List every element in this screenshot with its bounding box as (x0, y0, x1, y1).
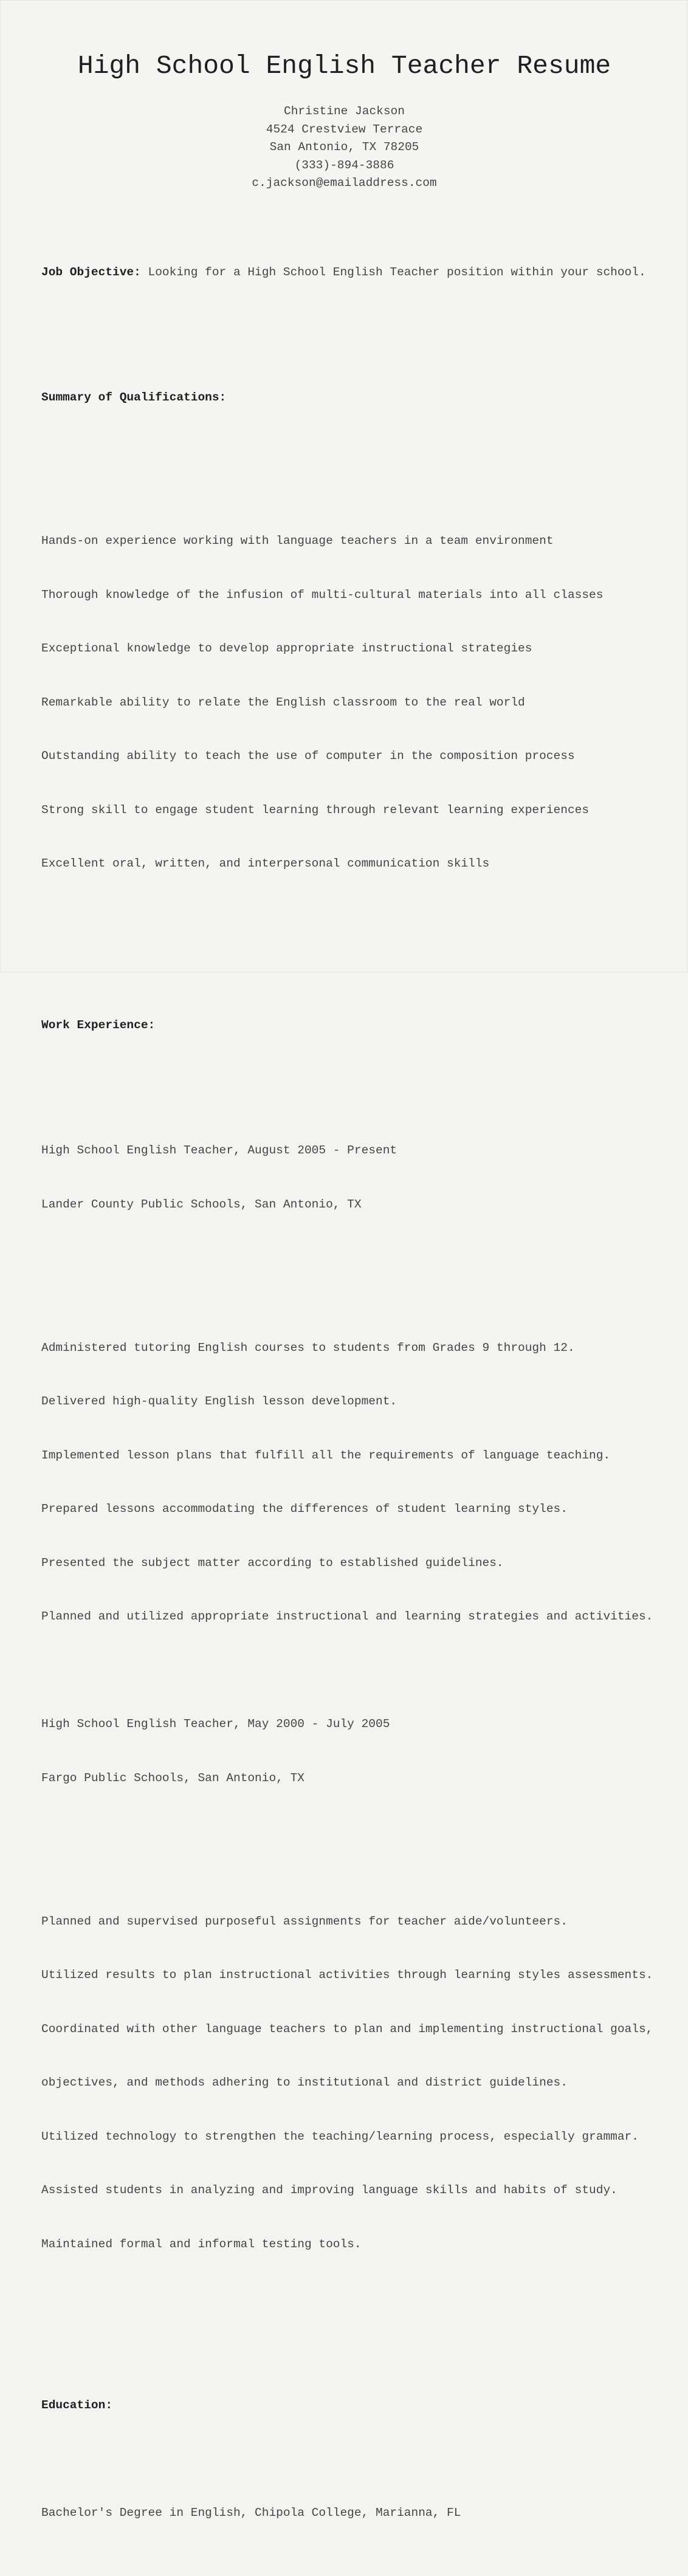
job-duty: Utilized technology to strengthen the teaching/learning process, especially grammar. (41, 2129, 639, 2143)
job-duty: Utilized results to plan instructional activities through learning styles assessments. (41, 1968, 653, 1982)
job-duty: Assisted students in analyzing and improving language skills and habits of study. (41, 2183, 617, 2197)
job-duty: Presented the subject matter according to established guidelines. (41, 1556, 504, 1570)
work-experience-heading: Work Experience: (41, 1018, 156, 1032)
job-objective-text: Looking for a High School English Teacher position within your school. (140, 265, 646, 279)
job-duty: Planned and supervised purposeful assignments for teacher aide/volunteers. (41, 1914, 568, 1928)
education-degree: Bachelor's Degree in English, Chipola College, Marianna, FL (41, 2506, 461, 2519)
job-duty: objectives, and methods adhering to institutional and district guidelines. (41, 2076, 568, 2089)
qualifications-heading: Summary of Qualifications: (41, 391, 227, 404)
qualification-item: Outstanding ability to teach the use of computer in the composition process (41, 749, 575, 763)
job-objective (41, 264, 673, 282)
job-duty: Implemented lesson plans that fulfill all the requirements of language teaching. (41, 1448, 611, 1462)
job-duty: Planned and utilized appropriate instructional and learning strategies and activities. (41, 1610, 653, 1623)
job-objective-label: Job Objective: (41, 265, 141, 279)
job-duties-list (41, 1877, 673, 2290)
job-duty: Maintained formal and informal testing tools. (41, 2237, 362, 2251)
contact-street: 4524 Crestview Terrace (266, 122, 423, 136)
qualification-item: Excellent oral, written, and interpersonal communication skills (41, 857, 490, 870)
job-employer: Lander County Public Schools, San Antonio, TX (41, 1197, 362, 1211)
job-duty: Prepared lessons accommodating the differences of student learning styles. (41, 1502, 568, 1516)
contact-phone: (333)-894-3886 (294, 158, 394, 172)
resume-body (41, 210, 673, 2576)
resume-title: High School English Teacher Resume (77, 51, 611, 81)
contact-block (1, 103, 688, 193)
education-heading: Education: (41, 2399, 113, 2412)
job-duty: Coordinated with other language teachers to plan and implementing instructional goals, (41, 2022, 653, 2036)
job-duty: Administered tutoring English courses to students from Grades 9 through 12. (41, 1341, 575, 1355)
contact-email: c.jackson@emailaddress.com (252, 176, 437, 190)
qualifications-list (41, 496, 673, 909)
qualification-item: Strong skill to engage student learning through relevant learning experiences (41, 803, 590, 817)
job-duties-list (41, 1303, 673, 1662)
qualification-item: Thorough knowledge of the infusion of multi-cultural materials into all classes (41, 588, 604, 602)
qualification-item: Remarkable ability to relate the English classroom to the real world (41, 695, 525, 709)
job-title: High School English Teacher, May 2000 - July 2005 (41, 1717, 390, 1731)
qualification-item: Exceptional knowledge to develop appropriate instructional strategies (41, 642, 532, 655)
qualification-item: Hands-on experience working with language teachers in a team environment (41, 534, 554, 548)
job-employer: Fargo Public Schools, San Antonio, TX (41, 1771, 304, 1785)
job-duty: Delivered high-quality English lesson development. (41, 1395, 397, 1408)
job-title: High School English Teacher, August 2005 - Present (41, 1144, 397, 1157)
contact-name: Christine Jackson (284, 105, 405, 118)
contact-city: San Antonio, TX 78205 (269, 140, 419, 154)
